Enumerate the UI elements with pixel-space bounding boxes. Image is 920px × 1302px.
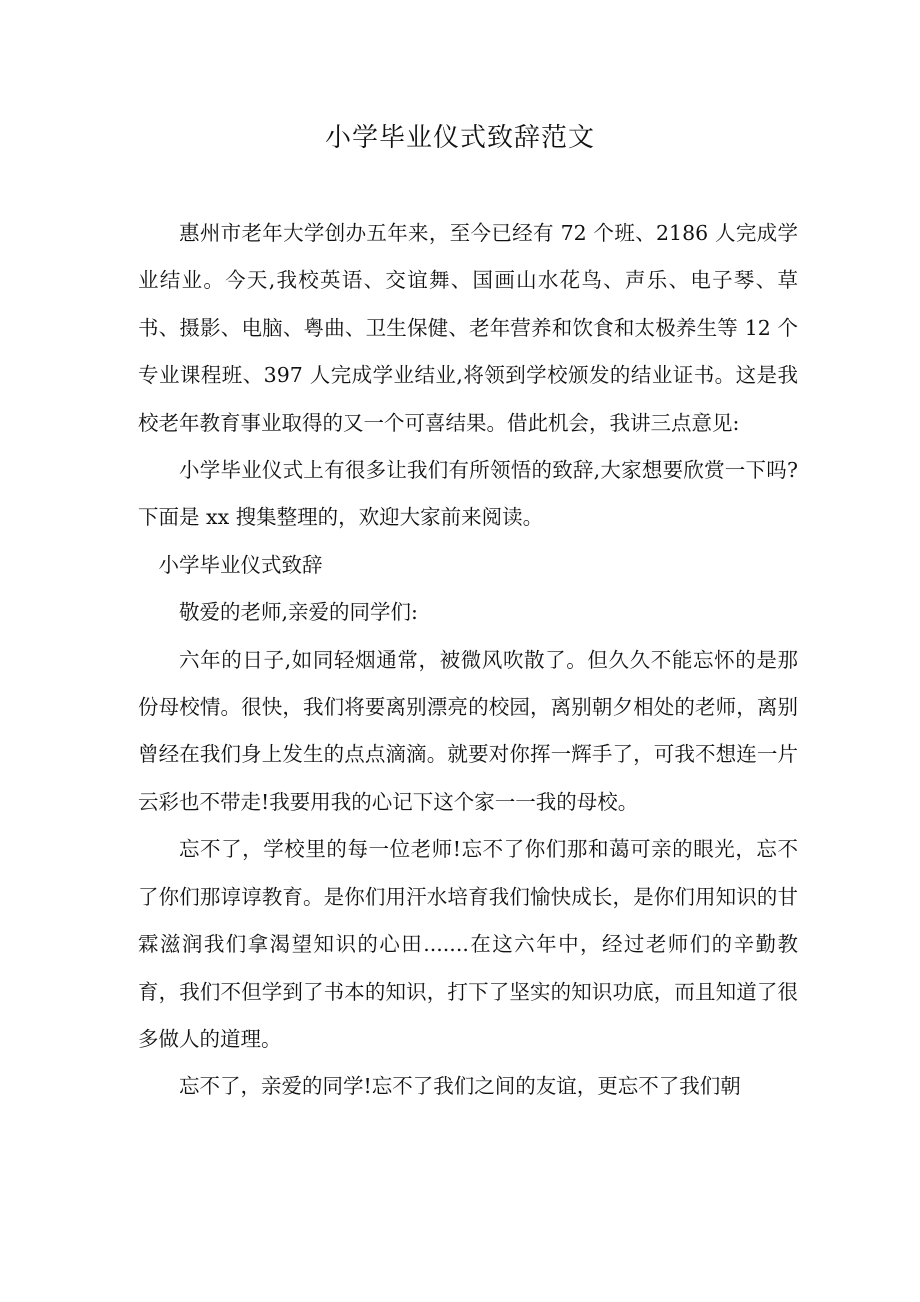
- paragraph-teachers: 忘不了，学校里的每一位老师!忘不了你们那和蔼可亲的眼光，忘不了你们那谆谆教育。是你们用汗水培育我们愉快成长，是你们用知识的甘霖滋润我们拿渴望知识的心田.......在这六年中，经过老师们的辛勤教育，我们不但学到了书本的知识，打下了坚实的知识功底，而且知道了很多做人的道理。: [138, 837, 798, 1051]
- section-heading: 小学毕业仪式致辞: [158, 552, 323, 577]
- paragraph-classmates: 忘不了，亲爱的同学!忘不了我们之间的友谊，更忘不了我们朝: [179, 1074, 741, 1099]
- paragraph-intro: 惠州市老年大学创办五年来，至今已经有 72 个班、2186 人完成学业结业。今天,我校英语、交谊舞、国画山水花鸟、声乐、电子琴、草书、摄影、电脑、粤曲、卫生保健、老年营养和饮食和太极养生等 12 个专业课程班、397 人完成学业结业,将领到学校颁发的结业证书。这是我校老年教育事业取得的又一个可喜结果。借此机会，我讲三点意见:: [138, 221, 798, 435]
- document-body: [138, 210, 798, 1111]
- paragraph-salutation: 敬爱的老师,亲爱的同学们:: [179, 600, 418, 625]
- paragraph-six-years: 六年的日子,如同轻烟通常，被微风吹散了。但久久不能忘怀的是那份母校情。很快，我们将要离别漂亮的校园，离别朝夕相处的老师，离别曾经在我们身上发生的点点滴滴。就要对你挥一辉手了，可我不想连一片云彩也不带走!我要用我的心记下这个家一一我的母校。: [138, 647, 798, 814]
- document-title: 小学毕业仪式致辞范文: [324, 123, 595, 153]
- paragraph-preface: 小学毕业仪式上有很多让我们有所领悟的致辞,大家想要欣赏一下吗?下面是 xx 搜集整理的，欢迎大家前来阅读。: [138, 458, 798, 530]
